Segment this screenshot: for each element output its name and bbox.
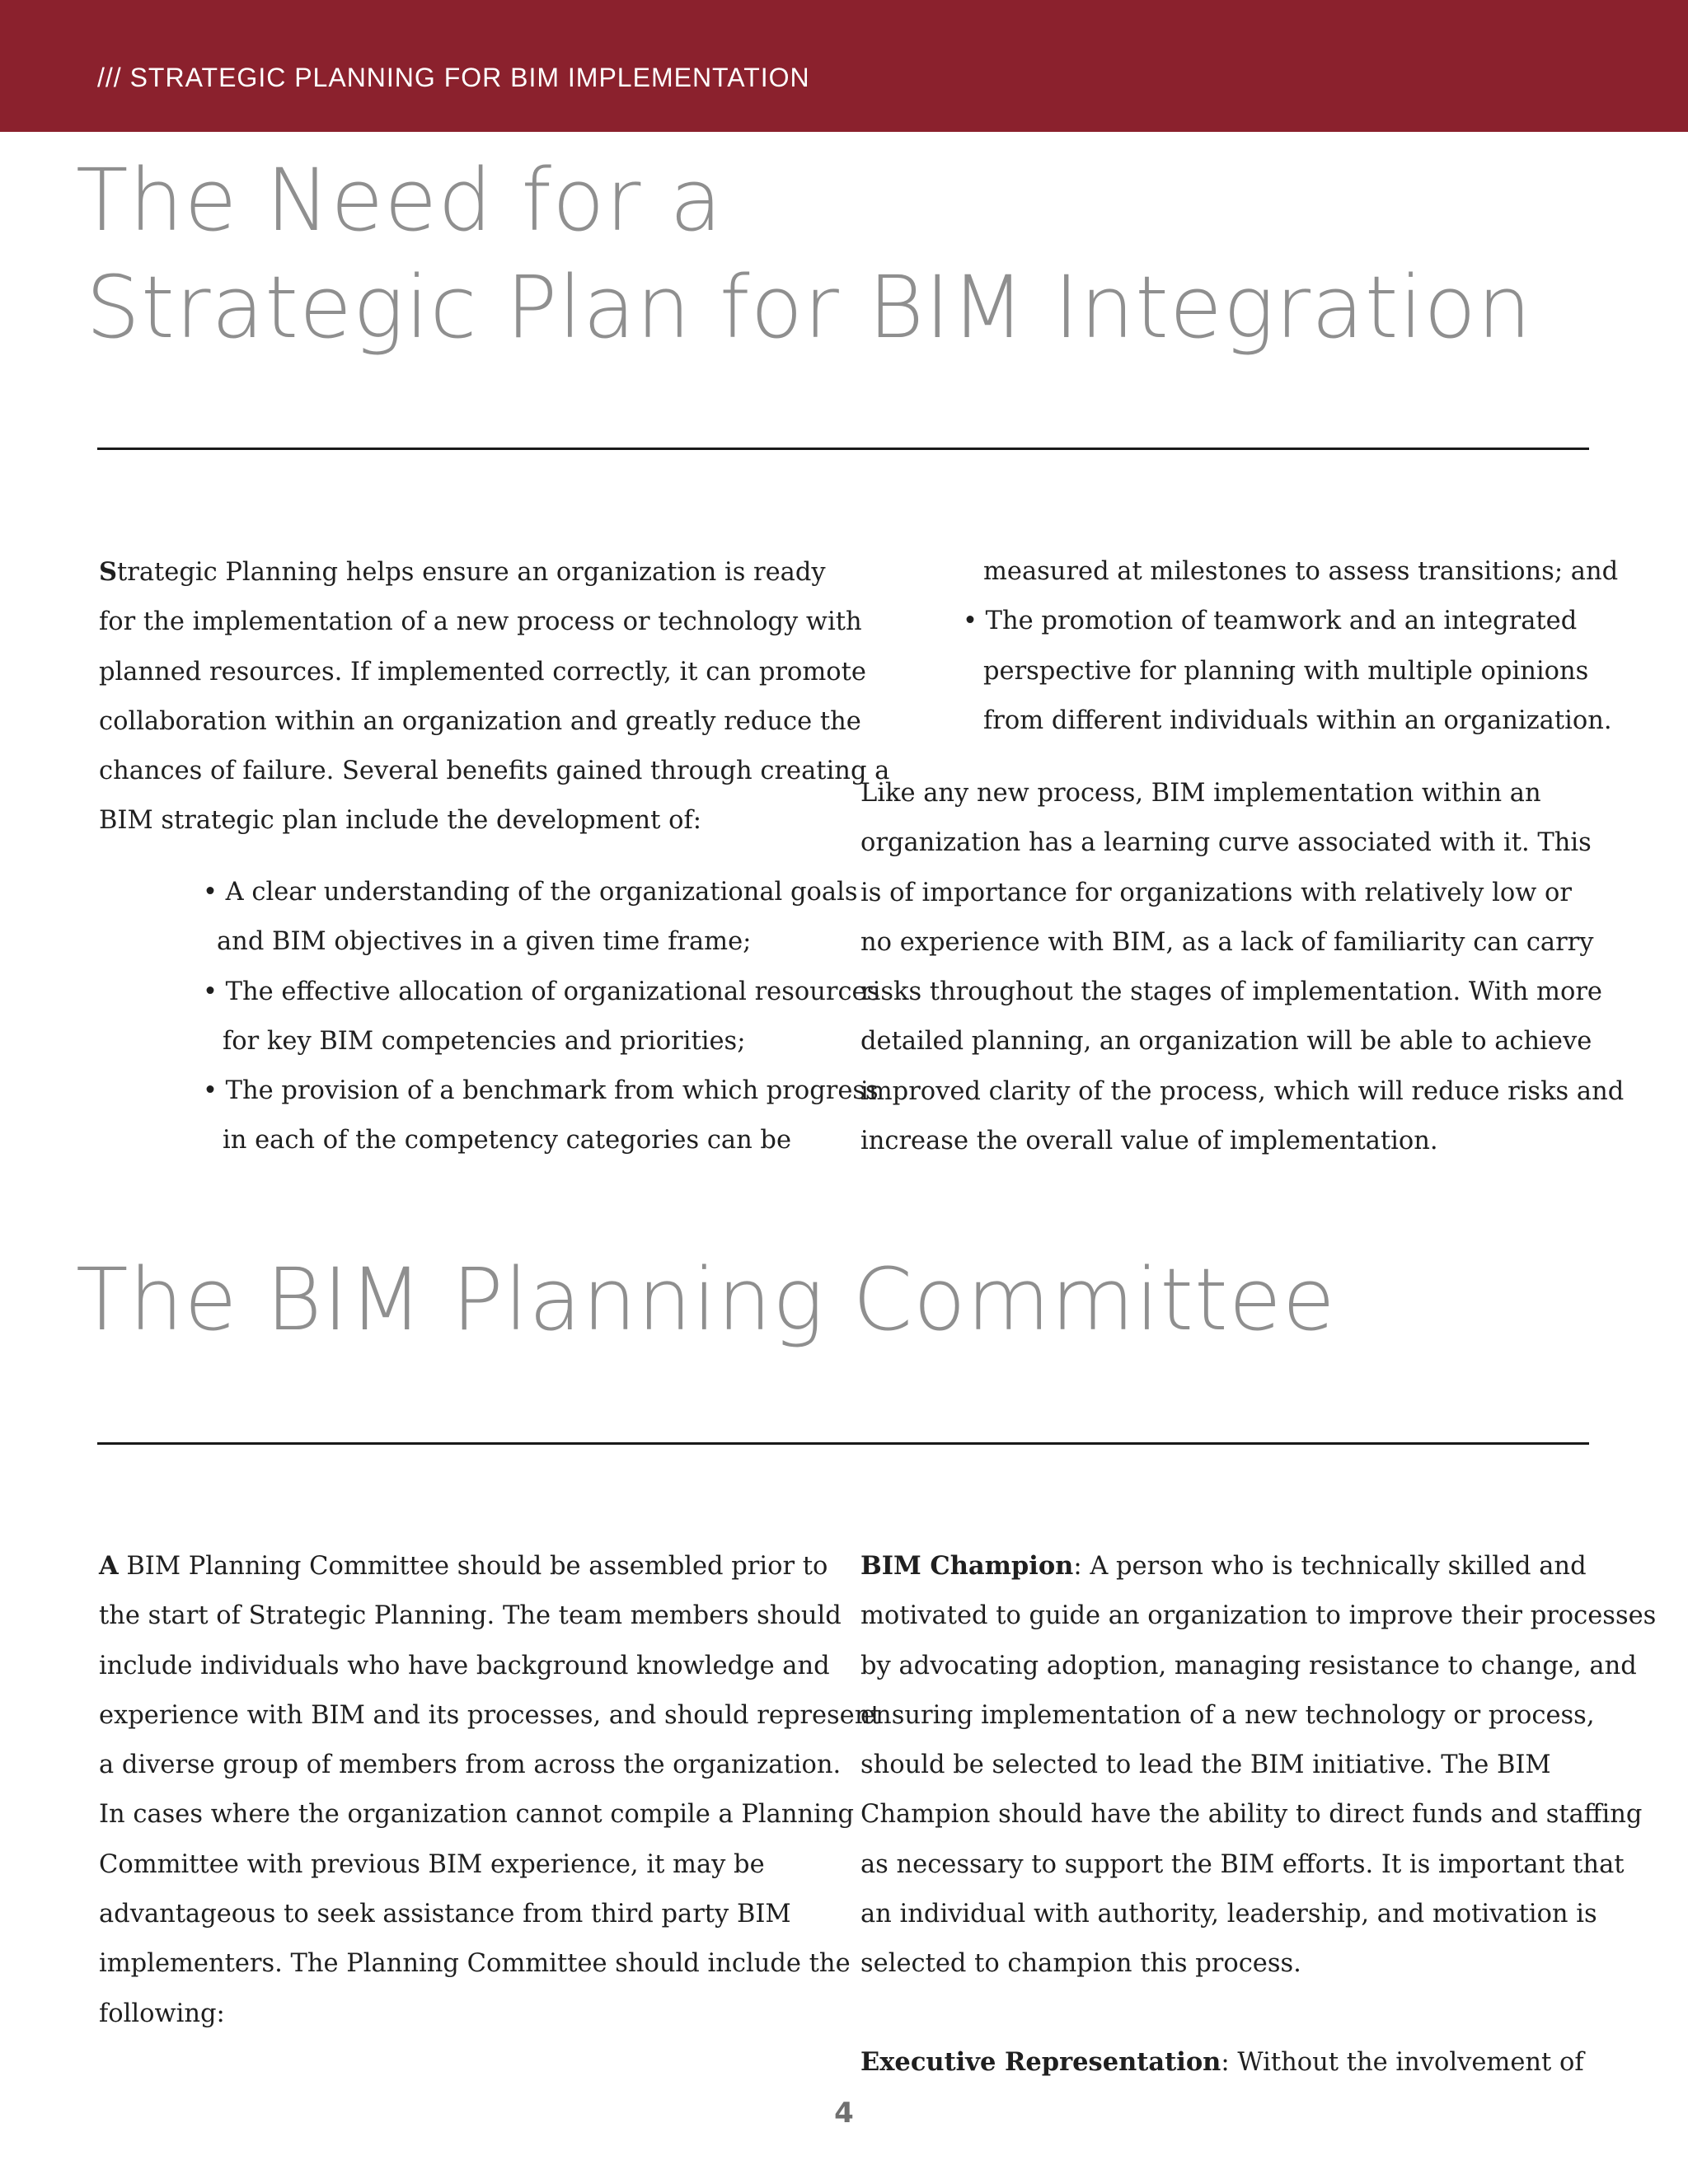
- committee-line: experience with BIM and its processes, and should represent: [99, 1700, 881, 1730]
- champion-line: should be selected to lead the BIM initiative. The BIM: [860, 1750, 1551, 1780]
- intro-line: Strategic Planning helps ensure an organization is ready: [99, 557, 826, 587]
- section2-champion: [860, 1541, 1656, 1990]
- section1-divider: [97, 448, 1589, 450]
- champion-line: Champion should have the ability to direct funds and staffing: [860, 1800, 1643, 1830]
- term-executive-representation: Executive Representation: [860, 2047, 1221, 2077]
- term-bim-champion: BIM Champion: [860, 1551, 1074, 1581]
- champion-line: BIM Champion: A person who is technically skilled and: [860, 1551, 1587, 1581]
- executive-line: Executive Representation: Without the involvement of: [860, 2047, 1584, 2077]
- list-item: • A clear understanding of the organizational goals: [203, 878, 858, 907]
- intro-line: chances of failure. Several benefits gained through creating a: [99, 757, 890, 786]
- committee-line: a diverse group of members from across the organization.: [99, 1750, 842, 1780]
- header-label: /// STRATEGIC PLANNING FOR BIM IMPLEMENTATION: [97, 63, 810, 92]
- list-item: measured at milestones to assess transitions; and: [983, 557, 1619, 586]
- list-item: perspective for planning with multiple opinions: [983, 656, 1589, 686]
- list-item: • The effective allocation of organizational resources: [203, 977, 880, 1006]
- champion-line: motivated to guide an organization to improve their processes: [860, 1601, 1657, 1631]
- page-number: 4: [834, 2097, 854, 2130]
- closing-line: improved clarity of the process, which will reduce risks and: [860, 1076, 1625, 1106]
- dropcap: A: [99, 1551, 119, 1581]
- closing-line: increase the overall value of implementation.: [860, 1127, 1438, 1156]
- list-item: from different individuals within an organization.: [983, 705, 1612, 735]
- list-item: in each of the competency categories can be: [223, 1126, 792, 1155]
- committee-line: In cases where the organization cannot compile a Planning: [99, 1800, 855, 1830]
- list-item: and BIM objectives in a given time frame;: [217, 927, 752, 957]
- intro-line: collaboration within an organization and greatly reduce the: [99, 706, 861, 736]
- header-bar: [0, 0, 1688, 132]
- section2-title: The BIM Planning Committee: [76, 1249, 1336, 1350]
- section2-left: [99, 1541, 881, 2039]
- committee-line: following:: [99, 1999, 225, 2028]
- intro-line: planned resources. If implemented correctly, it can promote: [99, 657, 866, 687]
- closing-line: organization has a learning curve associated with it. This: [860, 828, 1592, 858]
- section2-executive: [860, 2037, 1584, 2088]
- section2-divider: [97, 1442, 1589, 1445]
- committee-line: include individuals who have background knowledge and: [99, 1651, 830, 1680]
- committee-line: advantageous to seek assistance from third party BIM: [99, 1900, 791, 1929]
- dropcap: S: [99, 557, 118, 587]
- intro-line: for the implementation of a new process or technology with: [99, 607, 862, 637]
- committee-line: implementers. The Planning Committee should include the: [99, 1949, 851, 1979]
- champion-line: as necessary to support the BIM efforts. It is important that: [860, 1849, 1625, 1879]
- list-item: • The promotion of teamwork and an integrated: [963, 607, 1578, 636]
- section1-closing: [860, 769, 1624, 1166]
- intro-line: BIM strategic plan include the development of:: [99, 806, 702, 836]
- committee-line: A BIM Planning Committee should be assembled prior to: [99, 1551, 828, 1581]
- closing-line: Like any new process, BIM implementation within an: [860, 779, 1541, 808]
- committee-line: the start of Strategic Planning. The team members should: [99, 1601, 842, 1631]
- closing-line: is of importance for organizations with relatively low or: [860, 878, 1572, 907]
- champion-line: ensuring implementation of a new technology or process,: [860, 1700, 1595, 1730]
- benefits-list-left: [203, 868, 879, 1166]
- closing-line: detailed planning, an organization will be able to achieve: [860, 1027, 1592, 1057]
- list-item: for key BIM competencies and priorities;: [223, 1026, 746, 1056]
- section1-title-line2: Strategic Plan for BIM Integration: [86, 257, 1532, 358]
- benefits-list-right: [963, 547, 1618, 746]
- section1-title-line1: The Need for a: [76, 150, 724, 251]
- closing-line: risks throughout the stages of implementation. With more: [860, 977, 1602, 1007]
- champion-line: by advocating adoption, managing resistance to change, and: [860, 1651, 1637, 1680]
- closing-line: no experience with BIM, as a lack of familiarity can carry: [860, 927, 1594, 957]
- section1-intro: [99, 547, 889, 846]
- champion-line: selected to champion this process.: [860, 1949, 1301, 1979]
- committee-line: Committee with previous BIM experience, it may be: [99, 1849, 765, 1879]
- list-item: • The provision of a benchmark from which progress: [203, 1076, 879, 1106]
- champion-line: an individual with authority, leadership, and motivation is: [860, 1900, 1597, 1929]
